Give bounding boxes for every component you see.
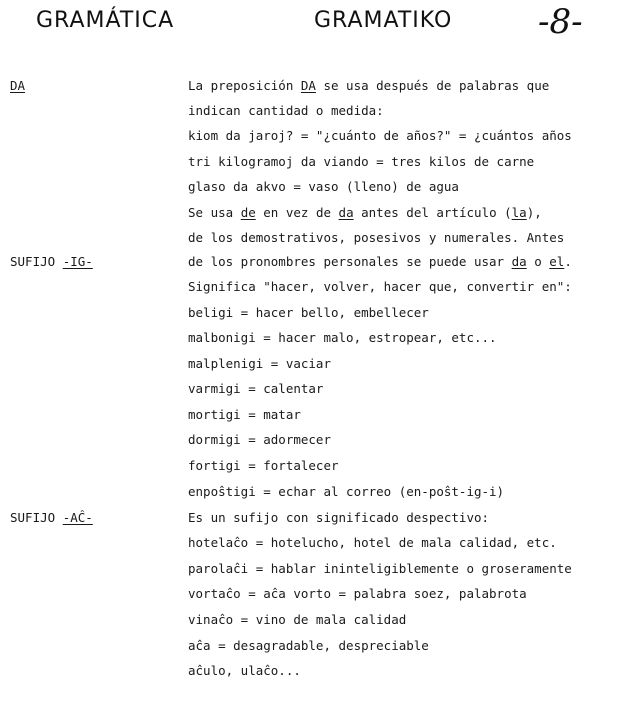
da-text: La preposición [188, 78, 301, 93]
da-term: el [549, 254, 565, 269]
da-line-8 [188, 254, 572, 270]
da-term: de [240, 205, 256, 220]
sidebar-label-da [10, 78, 25, 94]
da-text: de los pronombres personales se puede usar [188, 254, 512, 269]
ig-example: mortigi = matar [188, 407, 301, 422]
sidebar-da-term: DA [10, 78, 26, 93]
ig-line-1: Significa "hacer, volver, hacer que, convertir en": [188, 279, 572, 294]
da-term: da [338, 205, 354, 220]
ig-example: enpoŝtigi = echar al correo (en-poŝt-ig-i) [188, 484, 505, 499]
da-line-4: tri kilogramoj da viando = tres kilos de carne [188, 154, 535, 169]
ac-example: vinaĉo = vino de mala calidad [188, 612, 407, 627]
sidebar-ig-prefix: SUFIJO [10, 254, 63, 269]
ig-example: beligi = hacer bello, embellecer [188, 305, 429, 320]
da-text: en vez de [255, 205, 339, 220]
page-header-left: GRAMÁTICA [36, 8, 175, 33]
ac-example: hotelaĉo = hotelucho, hotel de mala calidad, etc. [188, 535, 557, 550]
da-term: DA [300, 78, 316, 93]
da-line-6 [188, 205, 542, 221]
sidebar-label-ig [10, 254, 93, 270]
page-number: -8- [538, 2, 583, 42]
ac-line-1: Es un sufijo con significado despectivo: [188, 510, 490, 525]
da-line-2: indican cantidad o medida: [188, 103, 384, 118]
da-line-3: kiom da jaroj? = "¿cuánto de años?" = ¿cuántos años [188, 128, 572, 143]
da-text: Se usa [188, 205, 241, 220]
sidebar-ac-prefix: SUFIJO [10, 510, 63, 525]
da-line-5: glaso da akvo = vaso (lleno) de agua [188, 179, 459, 194]
sidebar-ac-term: -AĈ- [62, 510, 93, 525]
da-line-1 [188, 78, 549, 94]
da-text: antes del artículo ( [353, 205, 512, 220]
ig-example: fortigi = fortalecer [188, 458, 339, 473]
da-text: . [564, 254, 572, 269]
sidebar-ig-term: -IG- [62, 254, 93, 269]
ig-example: malbonigi = hacer malo, estropear, etc... [188, 330, 497, 345]
ac-example: vortaĉo = aĉa vorto = palabra soez, palabrota [188, 586, 527, 601]
da-text: ), [526, 205, 542, 220]
ac-example: aĉulo, ulaĉo... [188, 663, 301, 678]
da-line-7: de los demostrativos, posesivos y numerales. Antes [188, 230, 565, 245]
da-term: la [511, 205, 527, 220]
da-term: da [511, 254, 527, 269]
ig-example: malplenigi = vaciar [188, 356, 331, 371]
sidebar-label-ac [10, 510, 93, 526]
ac-example: aĉa = desagradable, despreciable [188, 638, 429, 653]
da-text: se usa después de palabras que [315, 78, 550, 93]
page-header-center: GRAMATIKO [314, 8, 453, 33]
ig-example: dormigi = adormecer [188, 432, 331, 447]
ig-example: varmigi = calentar [188, 381, 324, 396]
ac-example: parolaĉi = hablar ininteligiblemente o groseramente [188, 561, 572, 576]
da-text: o [526, 254, 550, 269]
